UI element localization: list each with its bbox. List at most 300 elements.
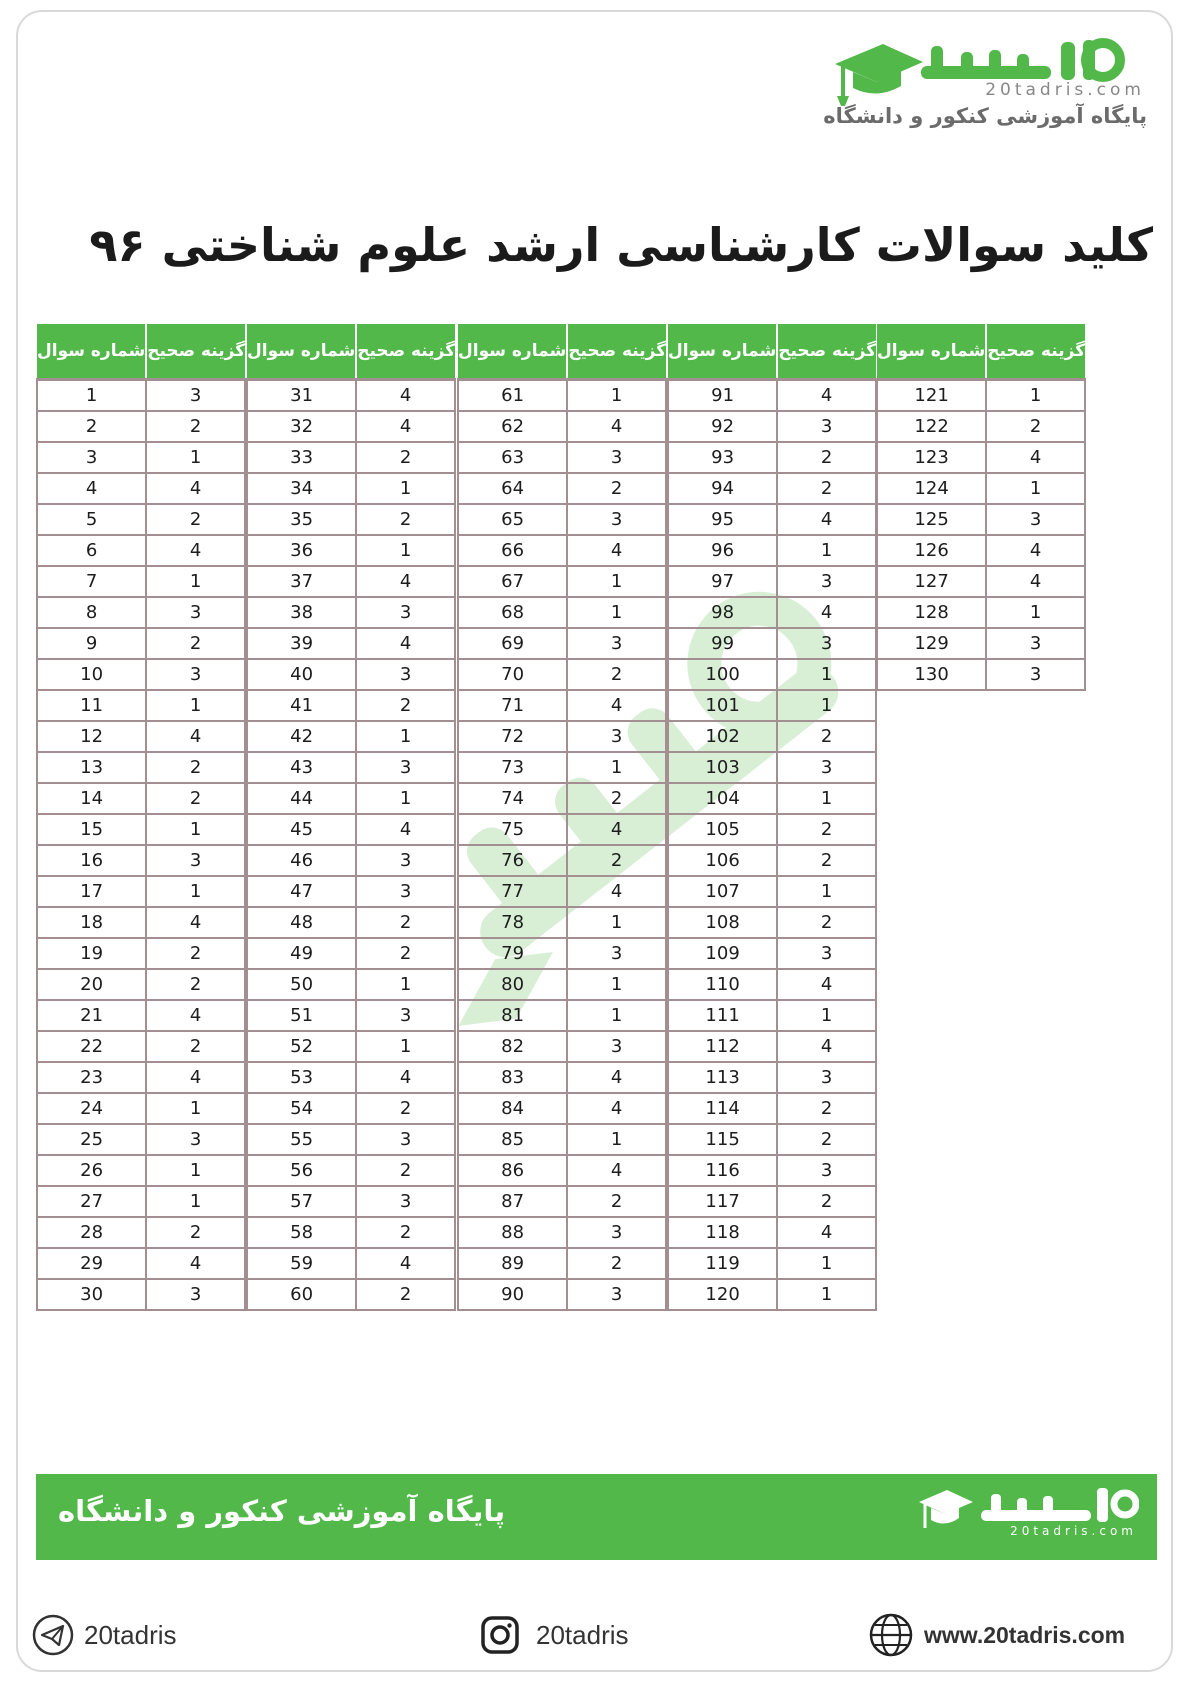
correct-answer: 2	[567, 845, 666, 876]
table-row	[37, 721, 245, 752]
correct-answer: 4	[567, 1155, 666, 1186]
correct-answer: 1	[146, 690, 245, 721]
table-row	[668, 1093, 876, 1124]
question-number: 87	[458, 1186, 567, 1217]
question-number: 53	[247, 1062, 356, 1093]
correct-answer: 3	[777, 1155, 876, 1186]
logo-tagline: پایگاه آموزشی کنکور و دانشگاه	[823, 104, 1147, 128]
table-row	[37, 876, 245, 907]
table-row	[458, 969, 666, 1000]
table-row	[37, 1155, 245, 1186]
table-row	[247, 690, 455, 721]
table-row	[668, 1155, 876, 1186]
correct-answer: 3	[146, 380, 245, 412]
table-row	[458, 907, 666, 938]
table-row	[247, 1155, 455, 1186]
question-number: 56	[247, 1155, 356, 1186]
question-number: 12	[37, 721, 146, 752]
table-row	[668, 1031, 876, 1062]
question-number: 39	[247, 628, 356, 659]
correct-answer: 2	[777, 907, 876, 938]
correct-answer: 1	[146, 566, 245, 597]
question-number: 88	[458, 1217, 567, 1248]
correct-answer: 1	[777, 535, 876, 566]
correct-answer: 2	[356, 1279, 455, 1310]
question-number: 110	[668, 969, 777, 1000]
banner-domain: 20tadris.com	[1010, 1524, 1137, 1538]
table-row	[458, 442, 666, 473]
table-row	[668, 566, 876, 597]
table-row	[37, 1031, 245, 1062]
question-number: 61	[458, 380, 567, 412]
correct-answer: 4	[146, 1062, 245, 1093]
correct-answer-header: گزینه صحیح	[986, 324, 1085, 380]
table-row	[668, 1248, 876, 1279]
table-row	[458, 814, 666, 845]
table-row	[877, 473, 1085, 504]
question-number: 94	[668, 473, 777, 504]
correct-answer: 2	[146, 969, 245, 1000]
table-row	[37, 690, 245, 721]
table-row	[877, 504, 1085, 535]
table-row	[668, 783, 876, 814]
question-number: 1	[37, 380, 146, 412]
question-number: 86	[458, 1155, 567, 1186]
question-number: 69	[458, 628, 567, 659]
question-number: 83	[458, 1062, 567, 1093]
question-number: 6	[37, 535, 146, 566]
correct-answer: 3	[567, 504, 666, 535]
question-number: 34	[247, 473, 356, 504]
table-row	[668, 938, 876, 969]
header-logo	[823, 30, 1147, 140]
instagram-link[interactable]	[480, 1610, 629, 1660]
correct-answer: 3	[356, 597, 455, 628]
table-row	[37, 845, 245, 876]
question-number: 119	[668, 1248, 777, 1279]
correct-answer: 3	[567, 938, 666, 969]
table-row	[458, 566, 666, 597]
table-row	[247, 566, 455, 597]
table-row	[458, 659, 666, 690]
question-number: 5	[37, 504, 146, 535]
question-number: 26	[37, 1155, 146, 1186]
question-number: 129	[877, 628, 986, 659]
correct-answer: 1	[567, 907, 666, 938]
question-number: 72	[458, 721, 567, 752]
table-row	[458, 845, 666, 876]
correct-answer: 1	[567, 1000, 666, 1031]
correct-answer: 1	[986, 380, 1085, 412]
correct-answer: 4	[146, 1000, 245, 1031]
correct-answer: 1	[567, 752, 666, 783]
answer-table-121-130	[876, 324, 1086, 691]
question-number: 64	[458, 473, 567, 504]
table-row	[458, 1279, 666, 1310]
table-row	[37, 1062, 245, 1093]
table-row	[668, 1124, 876, 1155]
correct-answer: 1	[777, 659, 876, 690]
question-number: 13	[37, 752, 146, 783]
table-row	[458, 1062, 666, 1093]
table-row	[668, 1217, 876, 1248]
correct-answer: 1	[356, 1031, 455, 1062]
table-row	[668, 535, 876, 566]
question-number: 44	[247, 783, 356, 814]
table-row	[247, 442, 455, 473]
question-number: 18	[37, 907, 146, 938]
question-number: 41	[247, 690, 356, 721]
table-row	[37, 1000, 245, 1031]
table-row	[247, 535, 455, 566]
table-row	[668, 721, 876, 752]
correct-answer: 3	[356, 1124, 455, 1155]
correct-answer: 2	[146, 411, 245, 442]
table-row	[37, 1124, 245, 1155]
correct-answer: 4	[777, 1217, 876, 1248]
correct-answer: 4	[146, 1248, 245, 1279]
correct-answer: 2	[146, 628, 245, 659]
table-row	[247, 659, 455, 690]
table-row	[247, 1000, 455, 1031]
correct-answer: 4	[567, 535, 666, 566]
correct-answer: 3	[356, 659, 455, 690]
correct-answer: 4	[986, 442, 1085, 473]
correct-answer: 1	[567, 597, 666, 628]
table-row	[247, 1093, 455, 1124]
table-row	[37, 907, 245, 938]
correct-answer: 2	[356, 504, 455, 535]
table-row	[247, 969, 455, 1000]
correct-answer: 3	[567, 1031, 666, 1062]
question-number: 70	[458, 659, 567, 690]
table-row	[668, 1000, 876, 1031]
question-number: 30	[37, 1279, 146, 1310]
correct-answer: 3	[777, 628, 876, 659]
correct-answer: 3	[986, 659, 1085, 690]
correct-answer: 3	[567, 721, 666, 752]
question-number: 54	[247, 1093, 356, 1124]
correct-answer: 2	[986, 411, 1085, 442]
correct-answer-header: گزینه صحیح	[146, 324, 245, 380]
correct-answer: 1	[777, 690, 876, 721]
question-number: 32	[247, 411, 356, 442]
correct-answer: 4	[146, 535, 245, 566]
correct-answer: 2	[356, 907, 455, 938]
question-number: 100	[668, 659, 777, 690]
table-row	[458, 597, 666, 628]
table-row	[37, 1279, 245, 1310]
question-number: 63	[458, 442, 567, 473]
correct-answer: 2	[567, 473, 666, 504]
question-number: 79	[458, 938, 567, 969]
question-number: 46	[247, 845, 356, 876]
table-row	[37, 752, 245, 783]
table-row	[668, 380, 876, 412]
correct-answer: 1	[777, 1279, 876, 1310]
table-row	[37, 473, 245, 504]
correct-answer: 2	[356, 938, 455, 969]
table-row	[668, 1186, 876, 1217]
question-number: 112	[668, 1031, 777, 1062]
table-row	[247, 1062, 455, 1093]
correct-answer: 4	[986, 566, 1085, 597]
table-row	[37, 628, 245, 659]
question-number: 101	[668, 690, 777, 721]
table-row	[458, 690, 666, 721]
correct-answer: 2	[146, 504, 245, 535]
table-row	[458, 504, 666, 535]
correct-answer: 4	[356, 1062, 455, 1093]
correct-answer: 2	[777, 1124, 876, 1155]
table-row	[247, 938, 455, 969]
correct-answer: 4	[146, 473, 245, 504]
question-number: 77	[458, 876, 567, 907]
table-row	[668, 411, 876, 442]
correct-answer: 1	[777, 783, 876, 814]
table-row	[668, 1279, 876, 1310]
instagram-handle: 20tadris	[536, 1619, 629, 1650]
correct-answer: 1	[146, 1093, 245, 1124]
footer-banner	[36, 1474, 1157, 1560]
question-number: 20	[37, 969, 146, 1000]
correct-answer: 3	[777, 566, 876, 597]
correct-answer: 3	[777, 938, 876, 969]
table-row	[458, 876, 666, 907]
question-number-header: شماره سوال	[247, 324, 356, 380]
table-row	[458, 1155, 666, 1186]
answer-table-31-60	[246, 324, 456, 1311]
correct-answer: 1	[356, 969, 455, 1000]
correct-answer: 2	[356, 1155, 455, 1186]
table-row	[37, 1248, 245, 1279]
table-row	[458, 752, 666, 783]
question-number: 99	[668, 628, 777, 659]
answer-table-61-90	[457, 324, 667, 1311]
question-number: 102	[668, 721, 777, 752]
correct-answer: 2	[567, 1248, 666, 1279]
table-row	[458, 1124, 666, 1155]
correct-answer: 4	[356, 380, 455, 412]
correct-answer: 1	[567, 1124, 666, 1155]
table-row	[877, 380, 1085, 412]
question-number: 84	[458, 1093, 567, 1124]
question-number: 47	[247, 876, 356, 907]
table-row	[37, 380, 245, 412]
answer-table-1-30	[36, 324, 246, 1311]
table-row	[668, 1062, 876, 1093]
globe-icon	[868, 1612, 914, 1658]
table-row	[247, 380, 455, 412]
correct-answer: 1	[356, 783, 455, 814]
table-row	[668, 845, 876, 876]
question-number: 98	[668, 597, 777, 628]
table-row	[458, 380, 666, 412]
correct-answer: 3	[777, 752, 876, 783]
question-number: 103	[668, 752, 777, 783]
question-number: 14	[37, 783, 146, 814]
correct-answer: 1	[777, 1248, 876, 1279]
question-number: 28	[37, 1217, 146, 1248]
table-row	[247, 1031, 455, 1062]
question-number: 9	[37, 628, 146, 659]
correct-answer-header: گزینه صحیح	[356, 324, 455, 380]
correct-answer: 2	[146, 752, 245, 783]
question-number: 3	[37, 442, 146, 473]
logo-domain: 20tadris.com	[985, 80, 1145, 100]
correct-answer: 2	[567, 783, 666, 814]
correct-answer: 4	[777, 1031, 876, 1062]
banner-logo-icon	[919, 1484, 1139, 1550]
correct-answer: 4	[567, 1062, 666, 1093]
correct-answer: 4	[567, 690, 666, 721]
question-number: 19	[37, 938, 146, 969]
question-number: 45	[247, 814, 356, 845]
table-row	[668, 659, 876, 690]
table-row	[458, 1217, 666, 1248]
table-row	[37, 659, 245, 690]
question-number: 75	[458, 814, 567, 845]
table-row	[668, 690, 876, 721]
correct-answer: 4	[567, 876, 666, 907]
correct-answer: 2	[356, 690, 455, 721]
correct-answer: 1	[356, 721, 455, 752]
question-number: 104	[668, 783, 777, 814]
correct-answer: 2	[777, 442, 876, 473]
correct-answer: 1	[567, 566, 666, 597]
question-number: 33	[247, 442, 356, 473]
question-number: 116	[668, 1155, 777, 1186]
table-row	[458, 1186, 666, 1217]
correct-answer: 3	[567, 442, 666, 473]
question-number: 51	[247, 1000, 356, 1031]
question-number: 42	[247, 721, 356, 752]
table-row	[458, 411, 666, 442]
table-row	[668, 597, 876, 628]
question-number: 121	[877, 380, 986, 412]
question-number: 16	[37, 845, 146, 876]
table-row	[877, 411, 1085, 442]
question-number: 78	[458, 907, 567, 938]
table-row	[458, 938, 666, 969]
question-number: 113	[668, 1062, 777, 1093]
correct-answer: 2	[146, 938, 245, 969]
correct-answer: 2	[356, 1093, 455, 1124]
question-number: 59	[247, 1248, 356, 1279]
correct-answer: 2	[777, 473, 876, 504]
correct-answer: 2	[777, 721, 876, 752]
question-number: 95	[668, 504, 777, 535]
table-row	[668, 876, 876, 907]
question-number: 73	[458, 752, 567, 783]
correct-answer: 4	[777, 969, 876, 1000]
correct-answer: 1	[146, 1155, 245, 1186]
question-number: 108	[668, 907, 777, 938]
correct-answer: 3	[356, 1000, 455, 1031]
correct-answer: 2	[777, 814, 876, 845]
table-row	[37, 938, 245, 969]
table-row	[877, 566, 1085, 597]
question-number-header: شماره سوال	[877, 324, 986, 380]
correct-answer: 4	[567, 1093, 666, 1124]
question-number: 2	[37, 411, 146, 442]
correct-answer: 2	[777, 845, 876, 876]
question-number: 60	[247, 1279, 356, 1310]
table-row	[37, 969, 245, 1000]
telegram-link[interactable]	[32, 1610, 177, 1660]
graduation-cap-icon	[831, 38, 927, 108]
question-number: 105	[668, 814, 777, 845]
table-row	[668, 907, 876, 938]
question-number: 118	[668, 1217, 777, 1248]
question-number: 96	[668, 535, 777, 566]
question-number: 122	[877, 411, 986, 442]
correct-answer: 1	[777, 1000, 876, 1031]
question-number: 4	[37, 473, 146, 504]
correct-answer: 3	[567, 628, 666, 659]
instagram-icon	[480, 1615, 520, 1655]
question-number: 17	[37, 876, 146, 907]
table-row	[247, 783, 455, 814]
correct-answer: 1	[146, 442, 245, 473]
correct-answer: 3	[356, 752, 455, 783]
question-number: 123	[877, 442, 986, 473]
correct-answer: 3	[777, 411, 876, 442]
question-number: 21	[37, 1000, 146, 1031]
correct-answer: 1	[146, 876, 245, 907]
table-row	[668, 969, 876, 1000]
correct-answer: 3	[986, 504, 1085, 535]
table-row	[247, 504, 455, 535]
correct-answer: 4	[356, 1248, 455, 1279]
question-number: 92	[668, 411, 777, 442]
question-number: 22	[37, 1031, 146, 1062]
question-number: 68	[458, 597, 567, 628]
correct-answer: 3	[777, 1062, 876, 1093]
question-number: 106	[668, 845, 777, 876]
question-number: 80	[458, 969, 567, 1000]
question-number: 58	[247, 1217, 356, 1248]
website-link[interactable]	[868, 1610, 1125, 1660]
table-row	[877, 659, 1085, 690]
question-number: 36	[247, 535, 356, 566]
table-row	[668, 473, 876, 504]
question-number: 107	[668, 876, 777, 907]
question-number: 38	[247, 597, 356, 628]
table-row	[877, 628, 1085, 659]
correct-answer: 2	[146, 1217, 245, 1248]
correct-answer-header: گزینه صحیح	[567, 324, 666, 380]
question-number: 115	[668, 1124, 777, 1155]
question-number: 117	[668, 1186, 777, 1217]
table-row	[37, 442, 245, 473]
question-number: 24	[37, 1093, 146, 1124]
correct-answer-header: گزینه صحیح	[777, 324, 876, 380]
question-number: 91	[668, 380, 777, 412]
question-number-header: شماره سوال	[37, 324, 146, 380]
table-row	[37, 814, 245, 845]
table-row	[37, 535, 245, 566]
question-number: 62	[458, 411, 567, 442]
table-row	[877, 597, 1085, 628]
question-number: 114	[668, 1093, 777, 1124]
question-number: 93	[668, 442, 777, 473]
question-number: 76	[458, 845, 567, 876]
question-number: 125	[877, 504, 986, 535]
correct-answer: 2	[356, 442, 455, 473]
correct-answer: 1	[567, 380, 666, 412]
correct-answer: 4	[146, 721, 245, 752]
